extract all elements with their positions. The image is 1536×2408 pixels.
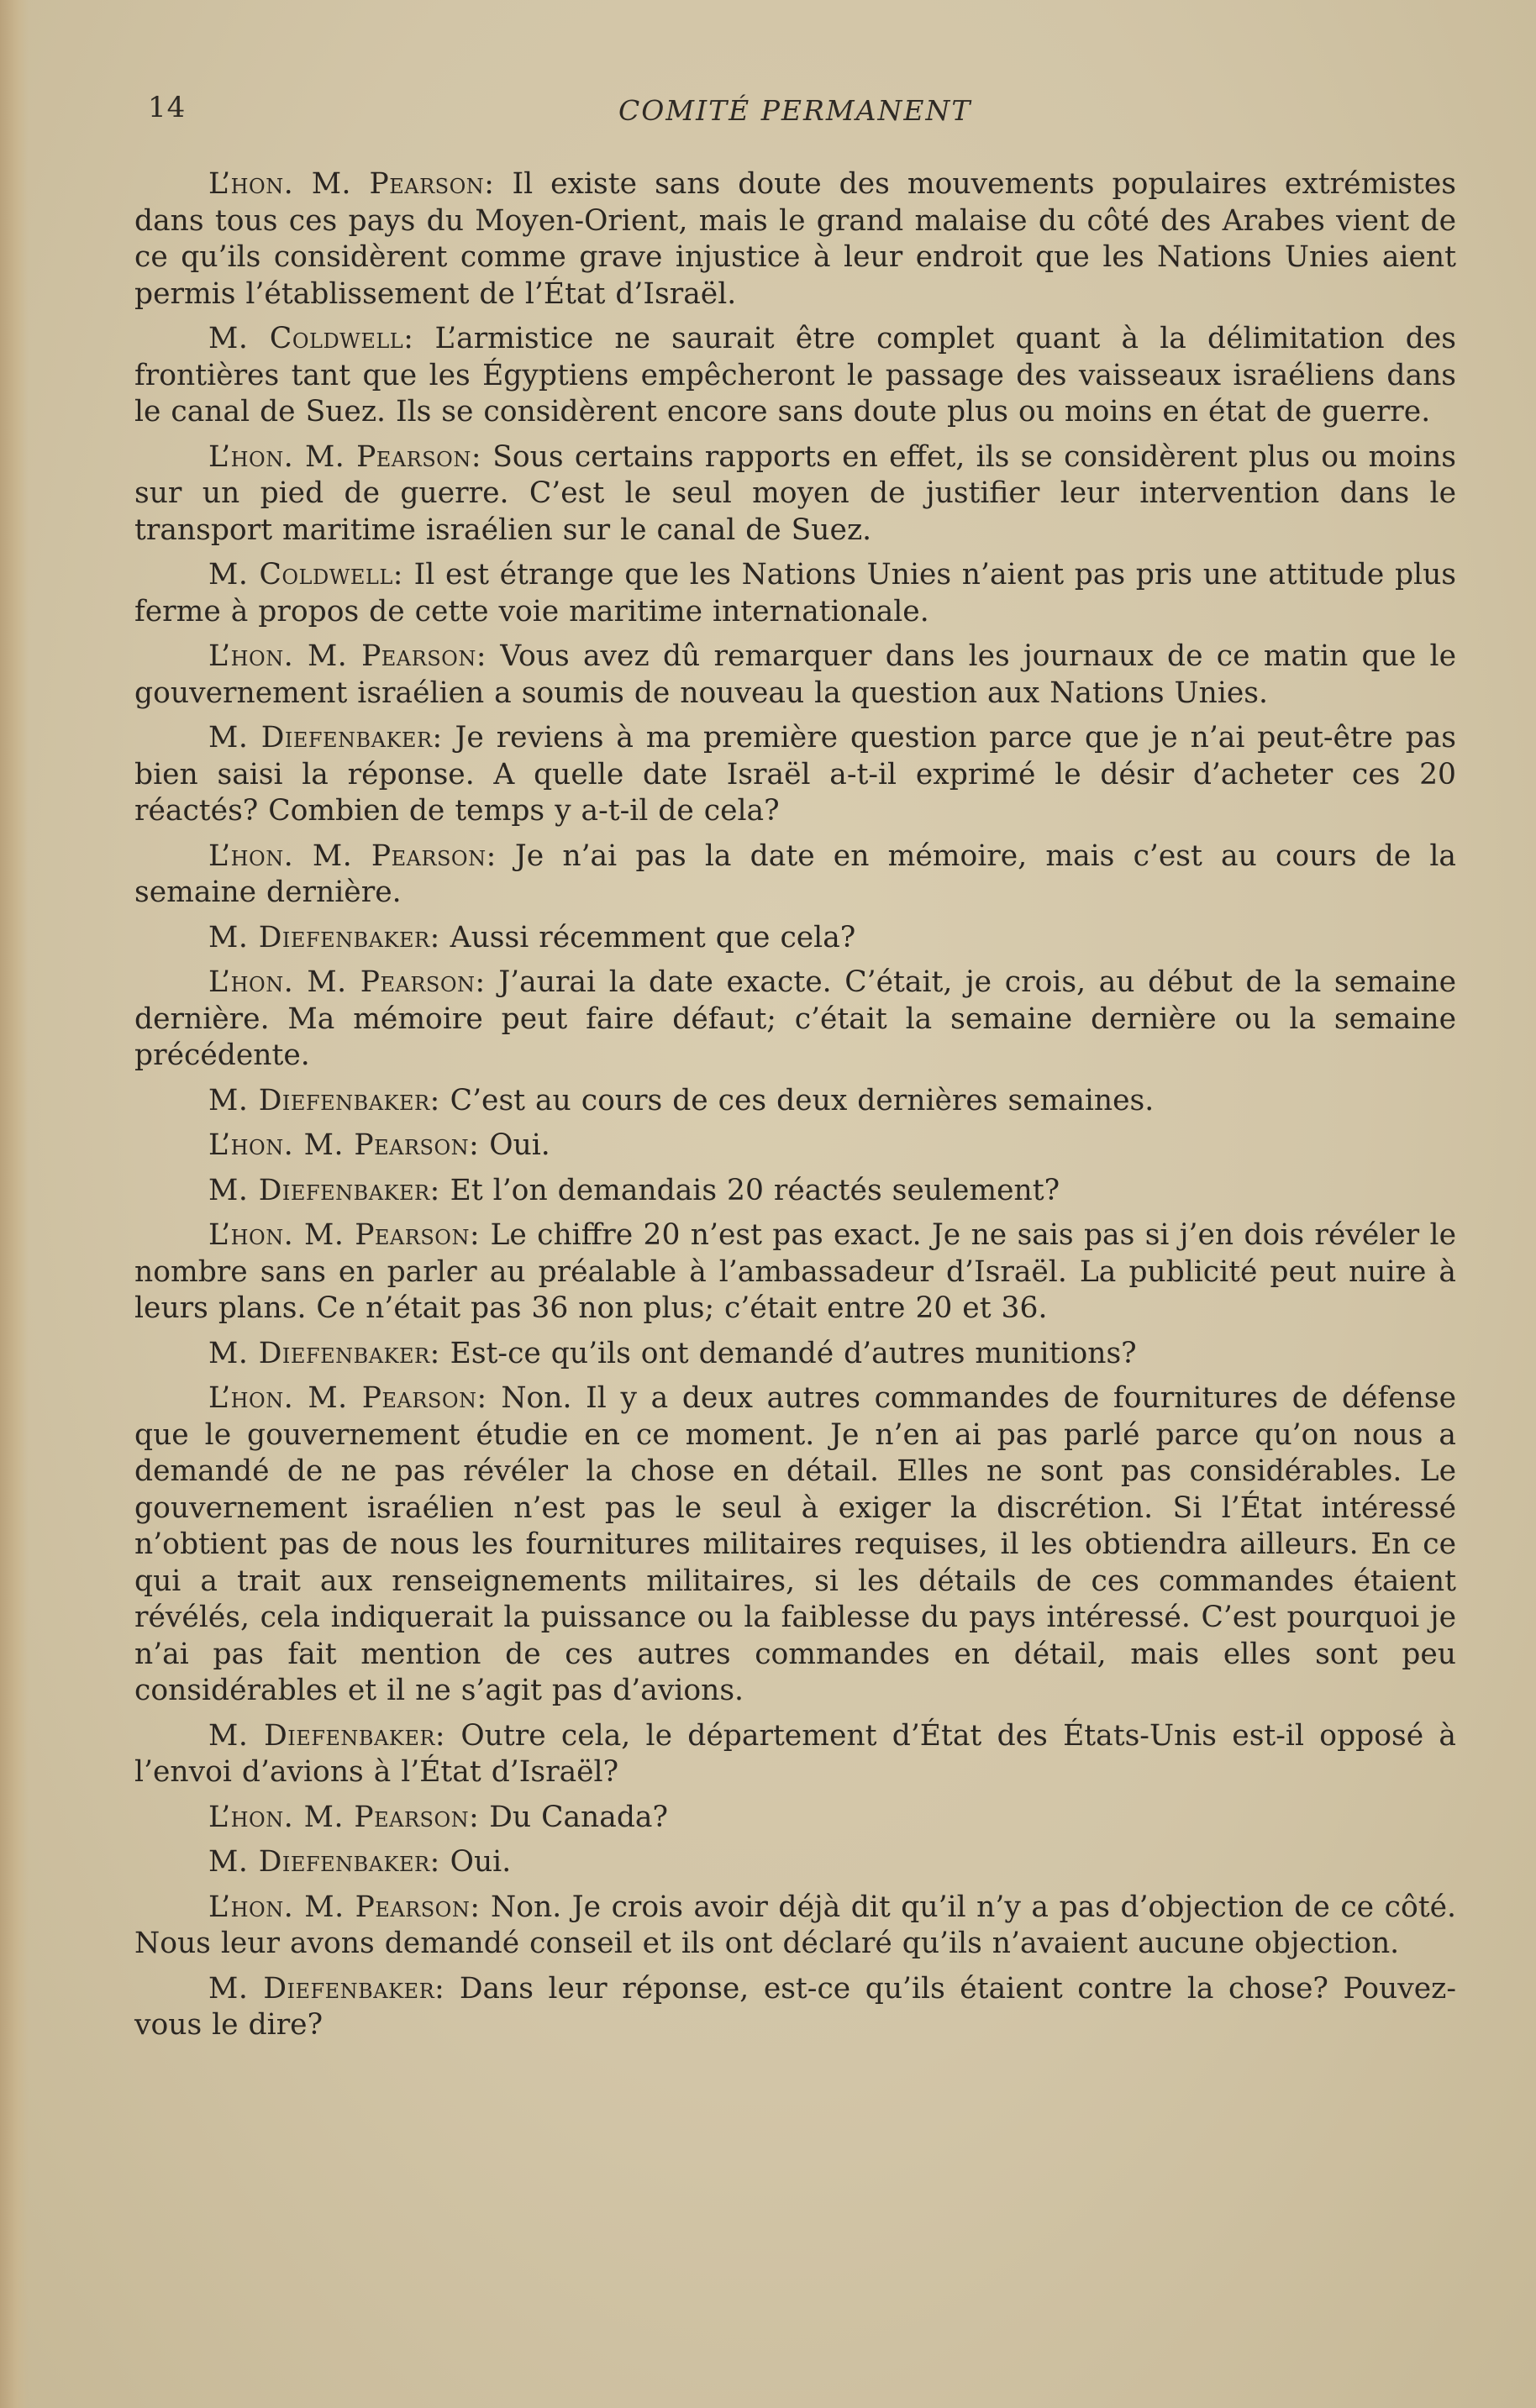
speaker-name: M. Diefenbaker: — [208, 1083, 440, 1117]
header-title: COMITÉ PERMANENT — [618, 94, 972, 127]
speaker-name: M. Diefenbaker: — [208, 1718, 446, 1753]
paragraph — [134, 1083, 1456, 1120]
speaker-name: M. Diefenbaker: — [208, 1845, 440, 1879]
speaker-name: L’hon. M. Pearson: — [208, 1128, 480, 1162]
paragraph — [134, 639, 1456, 712]
paragraph-text: Il existe sans doute des mouvements populaires extrémistes dans tous ces pays du Moyen-Orient, mais le grand malaise du côté des Arabes vient de ce qu’ils considèrent comme grave injustice à leur endroit que les Nations Unies aient permis l’établissement de l’État d’Israël. — [134, 167, 1457, 311]
speaker-name: L’hon. M. Pearson: — [208, 1381, 487, 1415]
paragraph-text: Non. Je crois avoir déjà dit qu’il n’y a pas d’objection de ce côté. Nous leur avons demandé conseil et ils ont déclaré qu’ils n’avaient aucune objection. — [134, 1890, 1456, 1960]
paragraph — [134, 1336, 1456, 1373]
paragraph — [134, 1128, 1456, 1165]
paragraph — [134, 965, 1456, 1075]
speaker-name: L’hon. M. Pearson: — [208, 439, 481, 474]
paragraph — [134, 1890, 1456, 1963]
paragraph-text: Oui. — [479, 1128, 550, 1162]
paragraph-text: Sous certains rapports en effet, ils se considèrent plus ou moins sur un pied de guerre. C’est le seul moyen de justifier leur intervention dans le transport maritime israélien sur le canal de Suez. — [134, 439, 1457, 547]
paragraph-text: Non. Il y a deux autres commandes de fournitures de défense que le gouvernement étudie en ce moment. Je n’en ai pas parlé parce qu’on nous a demandé de ne pas révéler la chose en détail. Elles ne sont pas considérables. Le gouvernement israélien n’est pas le seul à exiger la discrétion. Si l’État intéressé n’obtient pas de nous les fournitures militaires requises, il les obtiendra ailleurs. En ce qui a trait aux renseignements militaires, si les détails de ces commandes étaient révélés, cela indiquerait la puissance ou la faiblesse du pays intéressé. C’est pourquoi je n’ai pas fait mention de ces autres commandes en détail, mais elles sont peu considérables et il ne s’agit pas d’avions. — [134, 1381, 1456, 1707]
speaker-name: M. Coldwell: — [208, 322, 414, 355]
paragraph-text: Dans leur réponse, est-ce qu’ils étaient contre la chose? Pouvez-vous le dire? — [134, 1971, 1457, 2042]
paragraph-text: Je reviens à ma première question parce que je n’ai peut-être pas bien saisi la réponse. A quelle date Israël a-t-il exprimé le désir d’acheter ces 20 réactés? Combien de temps y a-t-il de cela? — [134, 721, 1457, 828]
speaker-name: L’hon. M. Pearson: — [208, 965, 486, 999]
speaker-name: M. Diefenbaker: — [208, 1173, 440, 1207]
paragraph-text: Du Canada? — [479, 1800, 668, 1834]
paragraph-text: Oui. — [439, 1845, 512, 1879]
paragraph — [134, 1217, 1456, 1328]
speaker-name: M. Diefenbaker: — [208, 721, 443, 754]
paragraph — [134, 439, 1456, 549]
paragraph-text: Il est étrange que les Nations Unies n’aient pas pris une attitude plus ferme à propos de cette voie maritime internationale. — [134, 558, 1456, 628]
paragraph-text: J’aurai la date exacte. C’était, je crois, au début de la semaine dernière. Ma mémoire peut faire défaut; c’était la semaine dernière ou la semaine précédente. — [134, 965, 1457, 1072]
paragraph-text: L’armistice ne saurait être complet quant à la délimitation des frontières tant que les Égyptiens empêcheront le passage des vaisseaux israéliens dans le canal de Suez. Ils se considèrent encore sans doute plus ou moins en état de guerre. — [134, 322, 1456, 428]
speaker-name: L’hon. M. Pearson: — [208, 639, 487, 673]
running-head — [0, 91, 1536, 133]
paragraph-text: Vous avez dû remarquer dans les journaux de ce matin que le gouvernement israélien a soumis de nouveau la question aux Nations Unies. — [134, 639, 1457, 710]
paragraph-text: C’est au cours de ces deux dernières semaines. — [439, 1083, 1155, 1117]
paragraph — [134, 1173, 1456, 1210]
speaker-name: L’hon. M. Pearson: — [208, 1218, 481, 1252]
paragraph — [134, 1800, 1456, 1837]
paragraph-text: Est-ce qu’ils ont demandé d’autres munitions? — [439, 1336, 1137, 1370]
paragraph — [134, 1844, 1456, 1881]
speaker-name: M. Diefenbaker: — [208, 920, 440, 954]
transcript-body — [134, 166, 1456, 2053]
paragraph — [134, 557, 1456, 630]
paragraph — [134, 166, 1456, 313]
page-binding-edge — [0, 0, 29, 2408]
paragraph — [134, 1971, 1456, 2044]
speaker-name: M. Coldwell: — [208, 558, 403, 591]
speaker-name: L’hon. M. Pearson: — [208, 167, 495, 201]
paragraph-text: Je n’ai pas la date en mémoire, mais c’est au cours de la semaine dernière. — [134, 839, 1457, 909]
paragraph — [134, 720, 1456, 830]
paragraph — [134, 321, 1456, 431]
paragraph — [134, 1718, 1456, 1791]
speaker-name: M. Diefenbaker: — [208, 1336, 440, 1370]
paragraph — [134, 920, 1456, 957]
speaker-name: M. Diefenbaker: — [208, 1971, 445, 2006]
paragraph-text: Et l’on demandais 20 réactés seulement? — [439, 1173, 1060, 1207]
paragraph-text: Outre cela, le département d’État des États-Unis est-il opposé à l’envoi d’avions à l’État d’Israël? — [134, 1718, 1456, 1789]
paragraph-text: Aussi récemment que cela? — [439, 920, 856, 954]
speaker-name: L’hon. M. Pearson: — [208, 1890, 481, 1924]
paragraph-text: Le chiffre 20 n’est pas exact. Je ne sais pas si j’en dois révéler le nombre sans en parler au préalable à l’ambassadeur d’Israël. La publicité peut nuire à leurs plans. Ce n’était pas 36 non plus; c’était entre 20 et 36. — [134, 1218, 1456, 1325]
speaker-name: L’hon. M. Pearson: — [208, 839, 497, 873]
page-number: 14 — [148, 91, 187, 124]
speaker-name: L’hon. M. Pearson: — [208, 1800, 480, 1834]
paragraph — [134, 1380, 1456, 1710]
paragraph — [134, 839, 1456, 912]
